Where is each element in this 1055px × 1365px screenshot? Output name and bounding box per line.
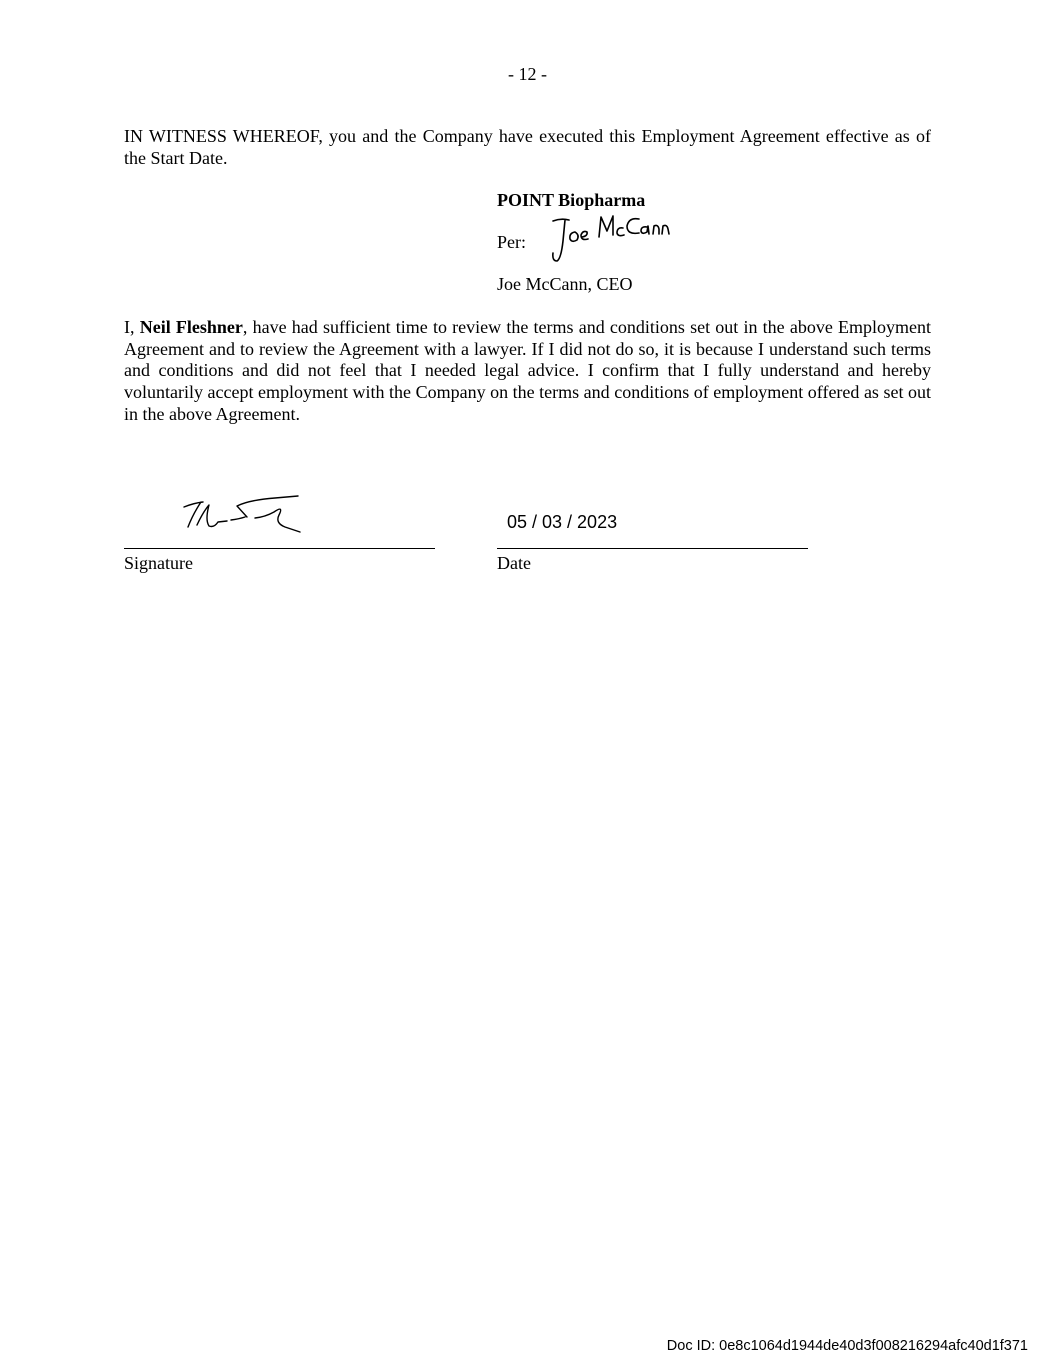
date-label: Date xyxy=(497,553,531,573)
ceo-name-title: Joe McCann, CEO xyxy=(497,274,633,294)
employee-name: Neil Fleshner xyxy=(139,317,243,337)
employee-signature-image xyxy=(179,490,309,542)
date-value: 05 / 03 / 2023 xyxy=(507,512,618,532)
acknowledgement-paragraph xyxy=(124,317,931,426)
employee-signature-line xyxy=(124,488,435,549)
employee-signature-block xyxy=(124,488,435,574)
company-signature-block xyxy=(497,189,897,294)
per-row xyxy=(497,221,897,265)
company-name: POINT Biopharma xyxy=(497,190,646,210)
doc-id: Doc ID: 0e8c1064d1944de40d3f008216294afc40d1f371 xyxy=(666,1338,1028,1354)
per-label: Per: xyxy=(497,232,526,252)
signature-label: Signature xyxy=(124,553,193,573)
ceo-signature-image xyxy=(549,211,699,269)
witness-paragraph: IN WITNESS WHEREOF, you and the Company have executed this Employment Agreement effective as of the Start Date. xyxy=(124,126,931,168)
date-block xyxy=(497,488,808,574)
page-number: - 12 - xyxy=(508,64,547,84)
ack-prefix: I, xyxy=(124,317,140,337)
ack-body: , have had sufficient time to review the terms and conditions set out in the above Employment Agreement and to review the Agreement with a lawyer. If I did not do so, it is because I understand such terms and conditions and did not feel that I needed legal advice. I confirm that I fully understand and hereby voluntarily accept employment with the Company on the terms and conditions of employment offered as set out in the above Agreement. xyxy=(124,317,932,424)
date-line xyxy=(497,488,808,549)
